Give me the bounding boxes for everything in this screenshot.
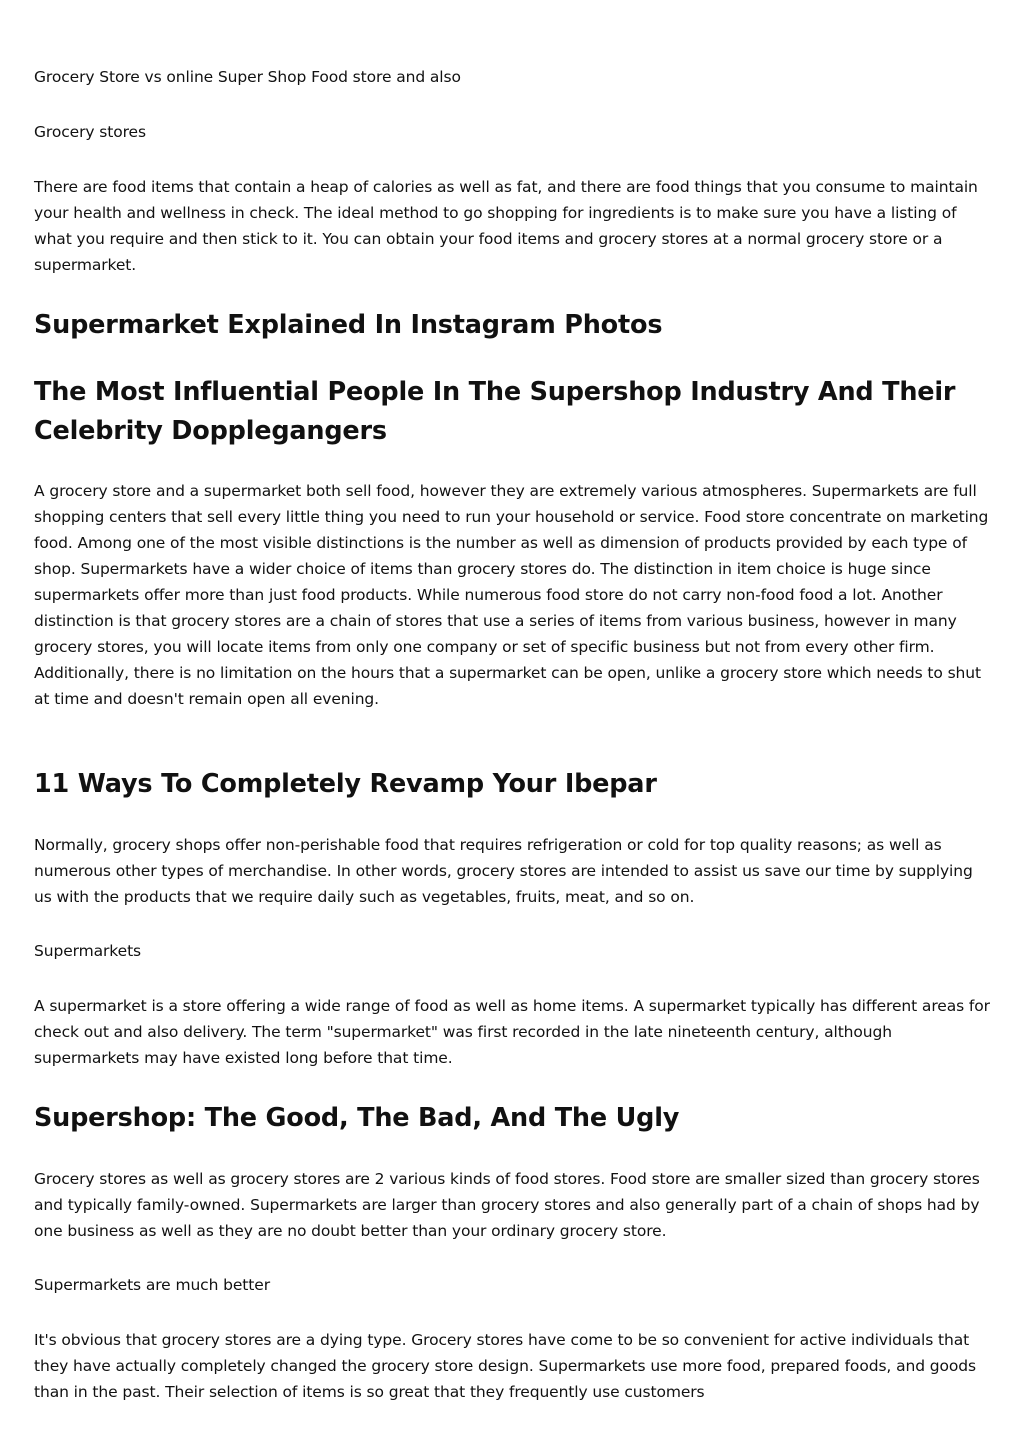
heading-supermarket-instagram: Supermarket Explained In Instagram Photos [34, 310, 663, 340]
paragraph-4: A supermarket is a store offering a wide range of food as well as home items. A supermarket typically has different areas for check out and also delivery. The term "supermarket" was first recorded in the late nineteenth century, although supermarkets may have existed long before that time. [34, 997, 990, 1067]
paragraph-3: Normally, grocery shops offer non-perishable food that requires refrigeration or cold for top quality reasons; as well as numerous other types of merchandise. In other words, grocery stores are intended to assist us save our time by supplying us with the products that we require daily such as vegetables, fruits, meat, and so on. [34, 836, 973, 906]
heading-11-ways: 11 Ways To Completely Revamp Your Ibepar [34, 769, 657, 799]
subheading-supermarkets-better: Supermarkets are much better [34, 1276, 270, 1294]
paragraph-6: It's obvious that grocery stores are a dying type. Grocery stores have come to be so convenient for active individuals that they have actually completely changed the grocery store design. Supermarkets use more food, prepared foods, and goods than in the past. Their selection of items is so great that they frequently use customers [34, 1331, 976, 1401]
subheading-supermarkets: Supermarkets [34, 942, 142, 960]
heading-influential-people: The Most Influential People In The Supershop Industry And Their Celebrity Dopplegangers [34, 377, 956, 446]
paragraph-1: There are food items that contain a heap of calories as well as fat, and there are food things that you consume to maintain your health and wellness in check. The ideal method to go shopping for ingredients is to make sure you have a listing of what you require and then stick to it. You can obtain your food items and grocery stores at a normal grocery store or a supermarket. [34, 178, 978, 274]
subheading-grocery-stores: Grocery stores [34, 123, 146, 141]
intro-line: Grocery Store vs online Super Shop Food store and also [34, 68, 461, 86]
paragraph-5: Grocery stores as well as grocery stores are 2 various kinds of food stores. Food store are smaller sized than grocery stores and typically family-owned. Supermarkets are larger than grocery stores and also generally part of a chain of shops had by one business as well as they are no doubt better than your ordinary grocery store. [34, 1170, 980, 1240]
heading-supershop-good-bad-ugly: Supershop: The Good, The Bad, And The Ugly [34, 1103, 680, 1133]
paragraph-2: A grocery store and a supermarket both sell food, however they are extremely various atmospheres. Supermarkets are full shopping centers that sell every little thing you need to run your household or service. Food store concentrate on marketing food. Among one of the most visible distinctions is the number as well as dimension of products provided by each type of shop. Supermarkets have a wider choice of items than grocery stores do. The distinction in item choice is huge since supermarkets offer more than just food products. While numerous food store do not carry non-food food a lot. Another distinction is that grocery stores are a chain of stores that use a series of items from various business, however in many grocery stores, you will locate items from only one company or set of specific business but not from every other firm. Additionally, there is no limitation on the hours that a supermarket can be open, unlike a grocery store which needs to shut at time and doesn't remain open all evening. [34, 482, 989, 708]
